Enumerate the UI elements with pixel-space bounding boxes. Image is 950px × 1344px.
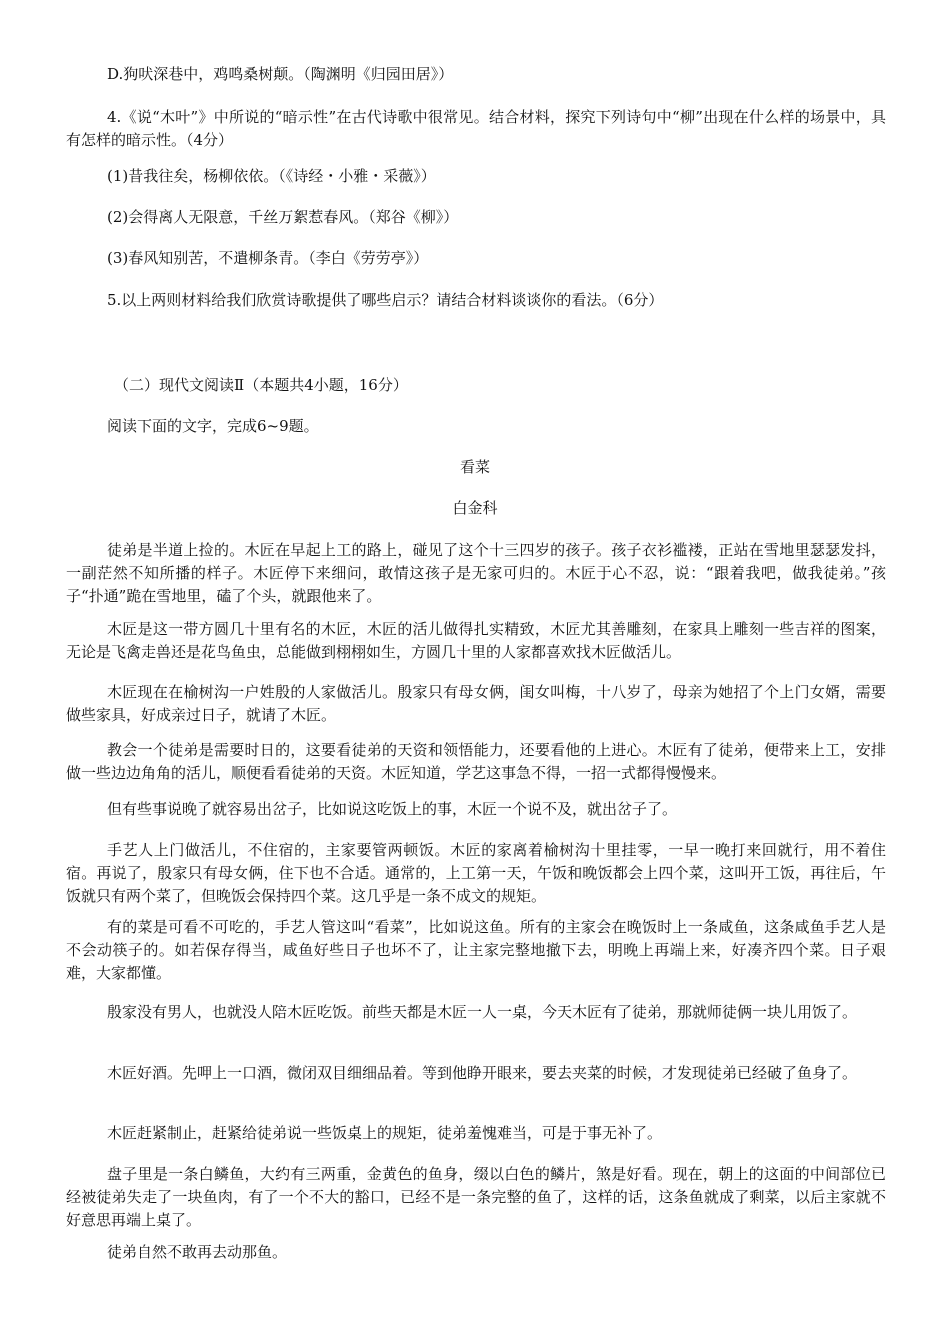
question-4: 4.《说“木叶”》中所说的“暗示性”在古代诗歌中很常见。结合材料，探究下列诗句中“柳”出现在什么样的场景中，具有怎样的暗示性。（4分） [66,108,886,149]
question-4-item-3: (3)春风知别苦，不遣柳条青。（李白《劳劳亭》） [107,249,429,267]
story-author: 白金科 [452,499,498,517]
section-instruction: 阅读下面的文字，完成6~9题。 [107,417,319,435]
story-paragraph-1: 徒弟是半道上捡的。木匠在早起上工的路上，碰见了这个十三四岁的孩子。孩子衣衫褴褛，正站在雪地里瑟瑟发抖，一副茫然不知所播的样子。木匠停下来细问，敢情这孩子是无家可归的。木匠于心不忍，说：“跟着我吧，做我徒弟。”孩子“扑通”跪在雪地里，磕了个头，就跟他来了。 [66,541,886,605]
question-5: 5.以上两则材料给我们欣赏诗歌提供了哪些启示？请结合材料谈谈你的看法。（6分） [107,291,664,309]
question-4-item-1: (1)昔我往矣，杨柳依依。（《诗经・小雅・采薇》） [107,167,436,185]
section-heading: （二）现代文阅读Ⅱ（本题共4小题，16分） [114,376,408,394]
story-paragraph-6: 手艺人上门做活儿，不住宿的，主家要管两顿饭。木匠的家离着榆树沟十里挂零，一早一晚打来回就行，用不着住宿。再说了，殷家只有母女俩，住下也不合适。通常的，上工第一天，午饭和晚饭都会上四个菜，这叫开工饭，再往后，午饭就只有两个菜了，但晚饭会保持四个菜。这几乎是一条不成文的规矩。 [66,841,886,905]
story-title: 看菜 [459,458,490,476]
story-paragraph-5: 但有些事说晚了就容易出岔子，比如说这吃饭上的事，木匠一个说不及，就出岔子了。 [107,800,678,818]
question-4-item-2: (2)会得离人无限意，千丝万絮惹春风。（郑谷《柳》） [107,208,459,226]
story-paragraph-2: 木匠是这一带方圆几十里有名的木匠，木匠的活儿做得扎实精致，木匠尤其善雕刻，在家具上雕刻一些吉祥的图案，无论是飞禽走兽还是花鸟鱼虫，总能做到栩栩如生，方圆几十里的人家都喜欢找木匠做活儿。 [66,620,886,661]
story-paragraph-10: 木匠赶紧制止，赶紧给徒弟说一些饭桌上的规矩，徒弟羞愧难当，可是于事无补了。 [107,1124,663,1142]
story-paragraph-7: 有的菜是可看不可吃的，手艺人管这叫“看菜”，比如说这鱼。所有的主家会在晚饭时上一条咸鱼，这条咸鱼手艺人是不会动筷子的。如若保存得当，咸鱼好些日子也坏不了，让主家完整地撤下去，明晚上再端上来，好凑齐四个菜。日子艰难，大家都懂。 [66,918,886,982]
story-paragraph-9: 木匠好酒。先呷上一口酒，微闭双目细细品着。等到他睁开眼来，要去夹菜的时候，才发现徒弟已经破了鱼身了。 [107,1064,858,1082]
story-paragraph-8: 殷家没有男人，也就没人陪木匠吃饭。前些天都是木匠一人一桌，今天木匠有了徒弟，那就师徒俩一块儿用饭了。 [107,1003,858,1021]
story-paragraph-12: 徒弟自然不敢再去动那鱼。 [107,1243,288,1261]
story-paragraph-11: 盘子里是一条白鳞鱼，大约有三两重，金黄色的鱼身，缀以白色的鳞片，煞是好看。现在，朝上的这面的中间部位已经被徒弟失走了一块鱼肉，有了一个不大的豁口，已经不是一条完整的鱼了，这样的话，这条鱼就成了剩菜，以后主家就不好意思再端上桌了。 [66,1165,886,1229]
option-d: D.狗吠深巷中，鸡鸣桑树颠。（陶渊明《归园田居》） [107,65,454,83]
story-paragraph-3: 木匠现在在榆树沟一户姓殷的人家做活儿。殷家只有母女俩，闺女叫梅，十八岁了，母亲为她招了个上门女婿，需要做些家具，好成亲过日子，就请了木匠。 [66,683,886,724]
story-paragraph-4: 教会一个徒弟是需要时日的，这要看徒弟的天资和领悟能力，还要看他的上进心。木匠有了徒弟，便带来上工，安排做一些边边角角的活儿，顺便看看徒弟的天资。木匠知道，学艺这事急不得，一招一式都得慢慢来。 [66,741,886,782]
